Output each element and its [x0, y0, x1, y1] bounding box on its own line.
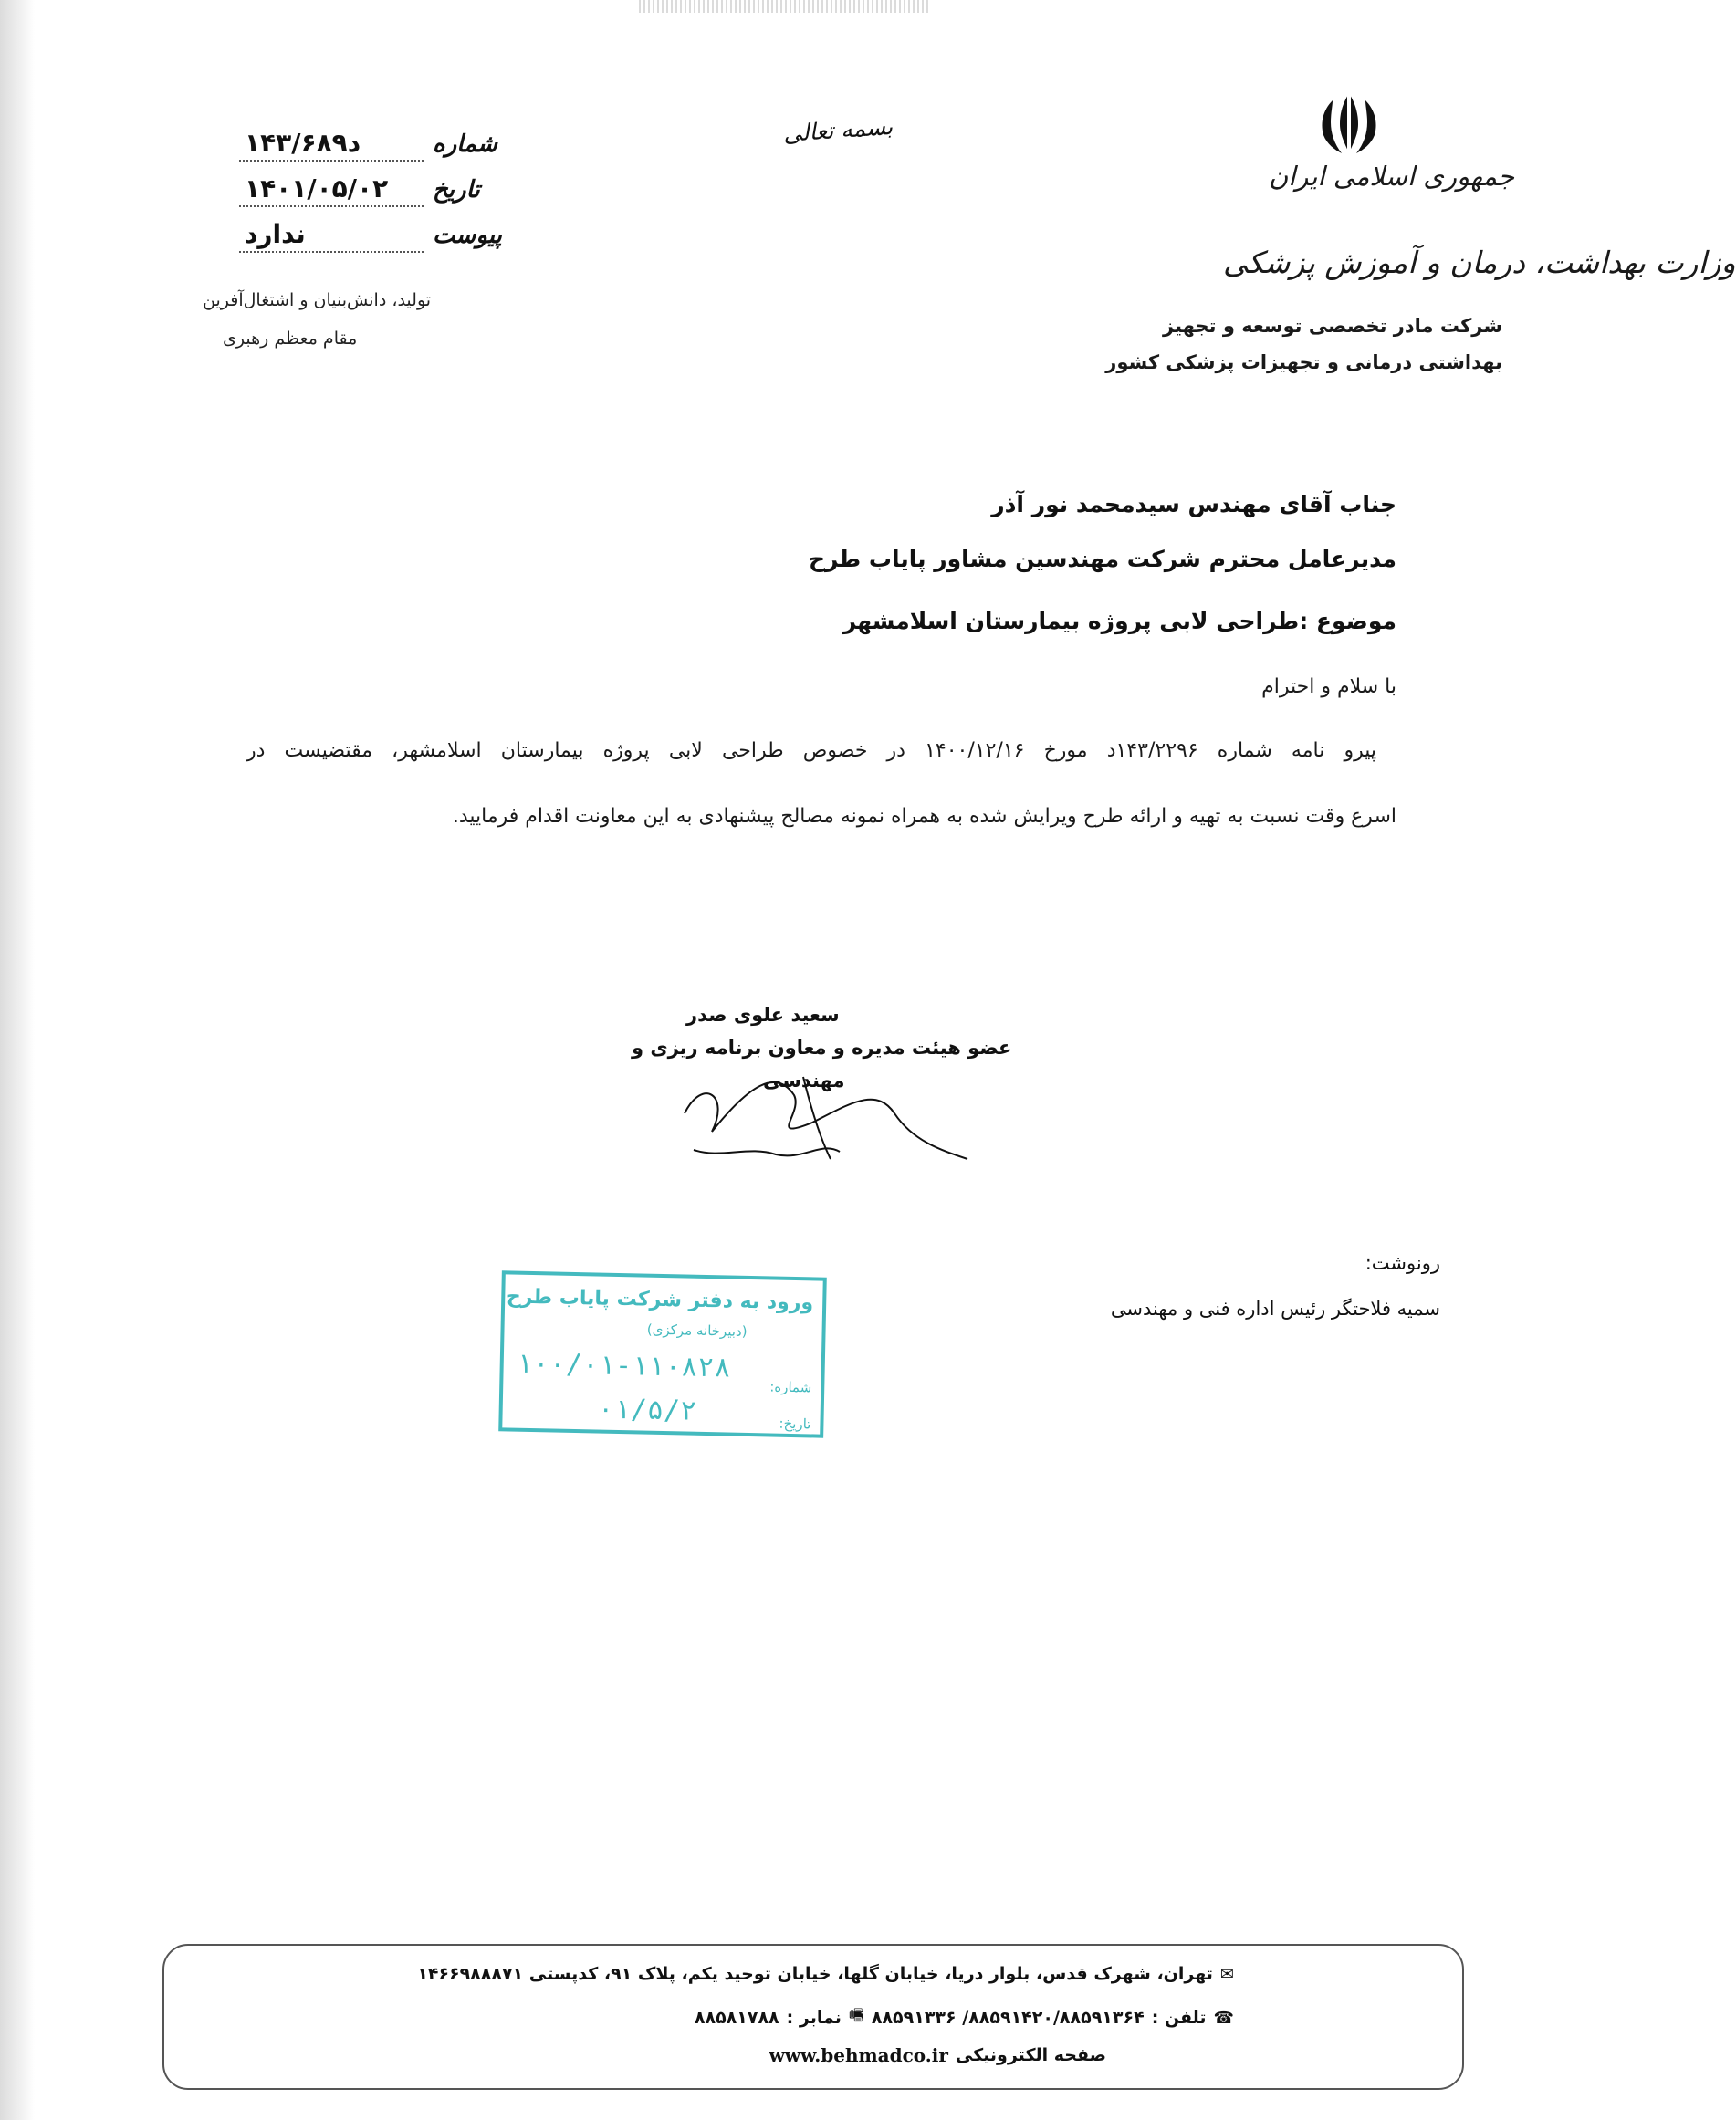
footer-phone-row — [695, 2004, 1234, 2031]
letter-number-row — [239, 128, 497, 162]
stamp-title: ورود به دفتر شرکت پایاب طرح — [506, 1285, 814, 1315]
organization-line-2: بهداشتی درمانی و تجهیزات پزشکی کشور — [1105, 351, 1502, 373]
signatory-name: سعید علوی صدر — [686, 1004, 840, 1026]
scan-page-edge — [0, 0, 35, 2120]
recipient-name: جناب آقای مهندس سیدمحمد نور آذر — [991, 491, 1396, 517]
letter-date-row — [239, 173, 480, 207]
recipient-title: مدیرعامل محترم شرکت مهندسین مشاور پایاب طرح — [809, 546, 1396, 572]
handwritten-signature — [666, 1059, 977, 1168]
footer-website-row — [769, 2044, 1106, 2066]
greeting: با سلام و احترام — [1261, 675, 1396, 698]
stamp-date-label: تاریخ: — [779, 1415, 811, 1433]
envelope-icon: ✉ — [1219, 1964, 1234, 1984]
stamp-number-label: شماره: — [769, 1378, 812, 1396]
letter-subject: موضوع :طراحی لابی پروژه بیمارستان اسلامشهر — [842, 608, 1396, 634]
footer-phone: ۸۸۵۹۱۴۲۰/۸۸۵۹۱۳۶۴/ ۸۸۵۹۱۳۳۶ — [871, 2008, 1145, 2028]
iran-emblem-icon — [1312, 88, 1386, 161]
letter-number-label: شماره — [433, 131, 497, 158]
footer-website-link[interactable]: www.behmadco.ir — [769, 2044, 948, 2066]
phone-icon: ☎ — [1213, 2008, 1234, 2028]
footer-fax-label: نمابر : — [786, 2008, 842, 2028]
footer-phone-label: تلفن : — [1151, 2008, 1207, 2028]
attachment-row — [239, 219, 502, 253]
signatory-title-line-2: مهندسی — [763, 1070, 845, 1091]
organization-line-1: شرکت مادر تخصصی توسعه و تجهیز — [1163, 315, 1502, 337]
letter-date-value: ۱۴۰۱/۰۵/۰۲ — [239, 173, 424, 207]
footer-fax: ۸۸۵۸۱۷۸۸ — [694, 2008, 779, 2028]
attachment-value: ندارد — [239, 219, 424, 253]
cc-label: رونوشت: — [1365, 1252, 1440, 1274]
attachment-label: پیوست — [433, 222, 502, 249]
country-name: جمهوری اسلامی ایران — [1269, 161, 1515, 192]
body-line-2: اسرع وقت نسبت به تهیه و ارائه طرح ویرایش شده به همراه نمونه مصالح پیشنهادی به این معاونت اقدام فرمایید. — [452, 805, 1396, 828]
signatory-title-line-1: عضو هیئت مدیره و معاون برنامه ریزی و — [632, 1037, 1012, 1059]
fax-icon: 🖷 — [848, 2006, 864, 2025]
footer-address: تهران، شهرک قدس، بلوار دریا، خیابان گلها، خیابان توحید یکم، پلاک ۹۱، کدپستی ۱۴۶۶۹۸۸۸۷۱ — [417, 1964, 1213, 1984]
footer-website-label: صفحه الکترونیکی — [955, 2045, 1106, 2065]
letter-date-label: تاریخ — [433, 176, 480, 204]
stamp-subtitle: (دبیرخانه مرکزی) — [646, 1321, 748, 1340]
scan-smudge — [639, 0, 931, 13]
motto-slogan: تولید، دانش‌بنیان و اشتغال‌آفرین — [203, 290, 432, 310]
ministry-name: وزارت بهداشت، درمان و آموزش پزشکی — [1223, 245, 1736, 280]
basmala: بسمه تعالی — [782, 112, 894, 148]
letter-number-value: ۱۴۳/۶۸۹د — [239, 128, 424, 162]
registration-stamp — [498, 1270, 827, 1437]
stamp-number-value: ۱۰۰/۰۱-۱۱۰۸۲۸ — [516, 1347, 731, 1384]
body-line-1: پیرو نامه شماره ۱۴۳/۲۲۹۶د مورخ ۱۴۰۰/۱۲/۱۶ در خصوص طراحی لابی پروژه بیمارستان اسلامشهر، مقتضیست در — [246, 739, 1376, 762]
cc-recipient: سمیه فلاحتگر رئیس اداره فنی و مهندسی — [1110, 1298, 1440, 1320]
motto-attribution: مقام معظم رهبری — [223, 329, 358, 349]
footer-contact-box — [162, 1944, 1464, 2090]
footer-address-row — [417, 1964, 1234, 1984]
stamp-date-value: ۰۱/۵/۲ — [597, 1393, 697, 1427]
